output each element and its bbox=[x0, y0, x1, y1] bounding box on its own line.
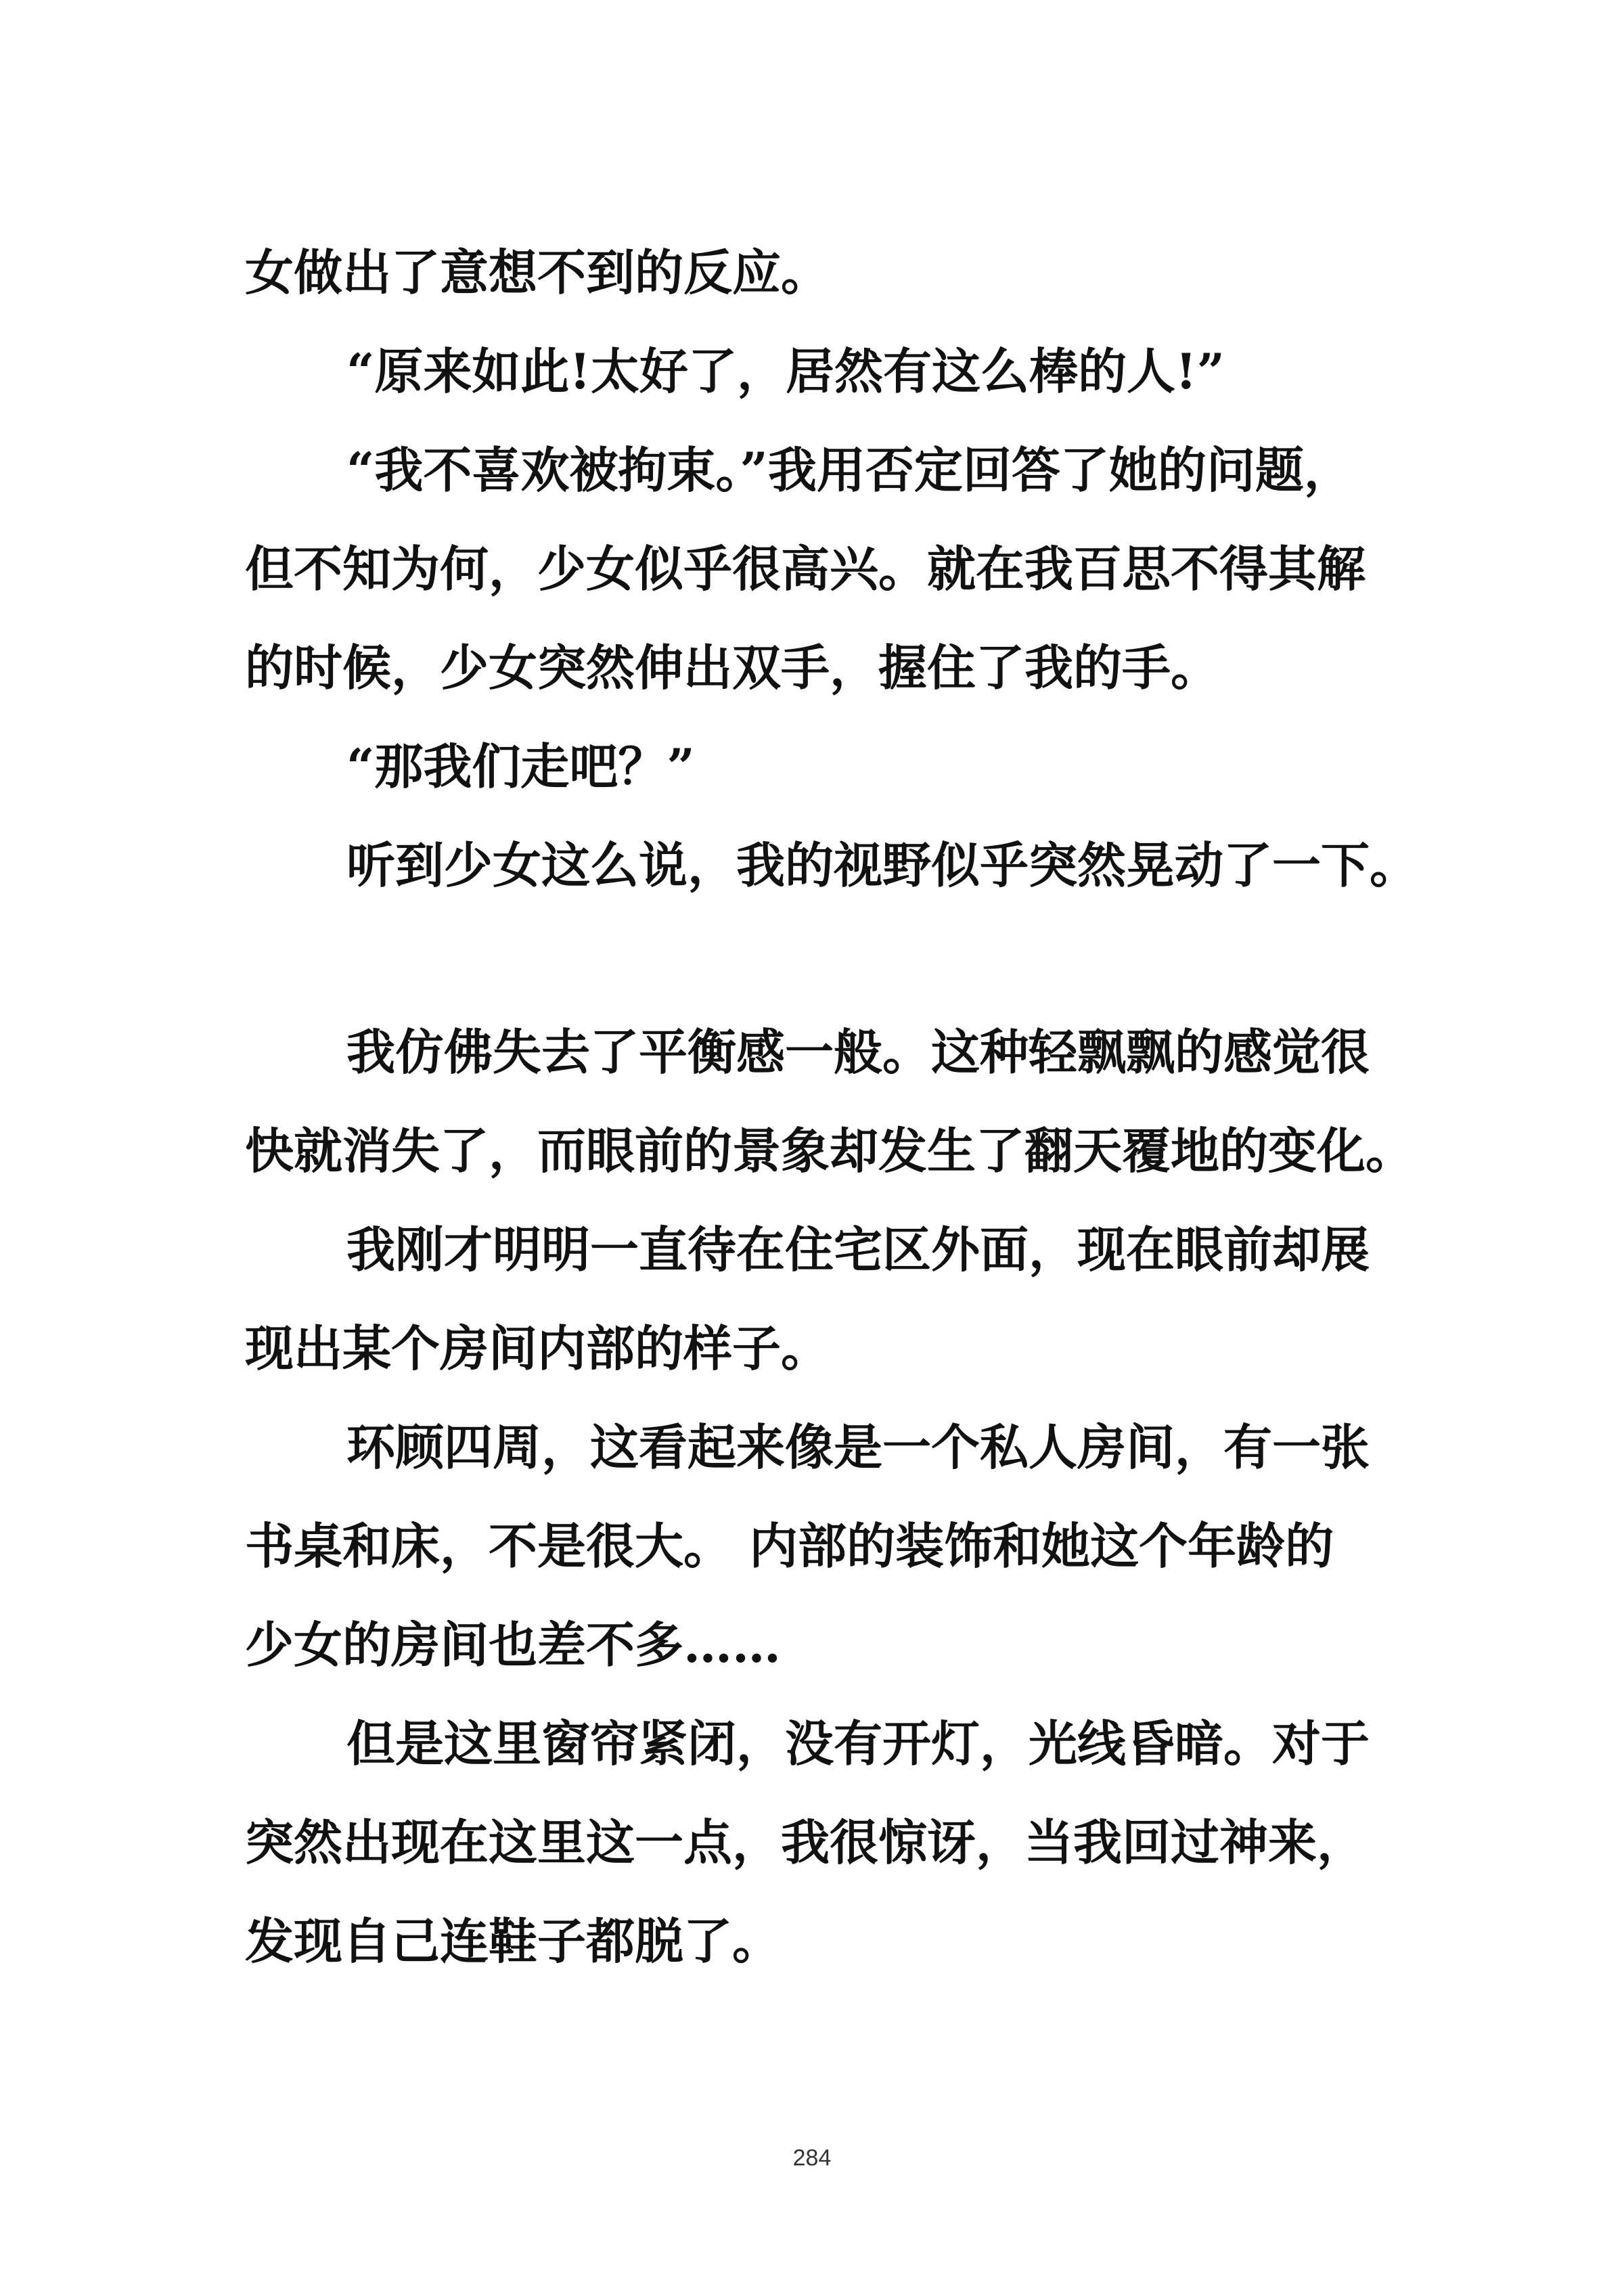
text-line: 但不知为何，少女似乎很高兴。就在我百思不得其解 bbox=[245, 540, 1366, 598]
text-line: 书桌和床，不是很大。 内部的装饰和她这个年龄的 bbox=[245, 1517, 1334, 1575]
text-line: 但是这里窗帘紧闭，没有开灯，光线昏暗。对于 bbox=[346, 1715, 1370, 1772]
text-line: 女做出了意想不到的反应。 bbox=[245, 244, 830, 301]
text-line: 环顾四周，这看起来像是一个私人房间，有一张 bbox=[346, 1418, 1370, 1476]
text-line: 发现自己连鞋子都脱了。 bbox=[245, 1912, 782, 1970]
text-line: 现出某个房间内部的样子。 bbox=[245, 1320, 830, 1377]
text-line: “那我们走吧？” bbox=[346, 738, 695, 795]
text-line: 快就消失了，而眼前的景象却发生了翻天覆地的变化。 bbox=[245, 1122, 1415, 1179]
body-text bbox=[245, 223, 1436, 1991]
text-line: 我仿佛失去了平衡感一般。这种轻飘飘的感觉很 bbox=[346, 1023, 1370, 1081]
section-gap bbox=[245, 915, 1436, 1003]
text-line: 突然出现在这里这一点，我很惊讶，当我回过神来， bbox=[245, 1814, 1366, 1871]
text-line: 听到少女这么说，我的视野似乎突然晃动了一下。 bbox=[346, 836, 1419, 894]
page-number: 284 bbox=[792, 2145, 832, 2171]
text-line: “我不喜欢被拘束。”我用否定回答了她的问题， bbox=[346, 441, 1353, 499]
text-line: 少女的房间也差不多…… bbox=[245, 1616, 782, 1673]
text-line: “原来如此!太好了，居然有这么棒的人!” bbox=[346, 342, 1225, 400]
text-line: 的时候，少女突然伸出双手，握住了我的手。 bbox=[245, 639, 1220, 696]
text-line: 我刚才明明一直待在住宅区外面，现在眼前却展 bbox=[346, 1221, 1370, 1278]
